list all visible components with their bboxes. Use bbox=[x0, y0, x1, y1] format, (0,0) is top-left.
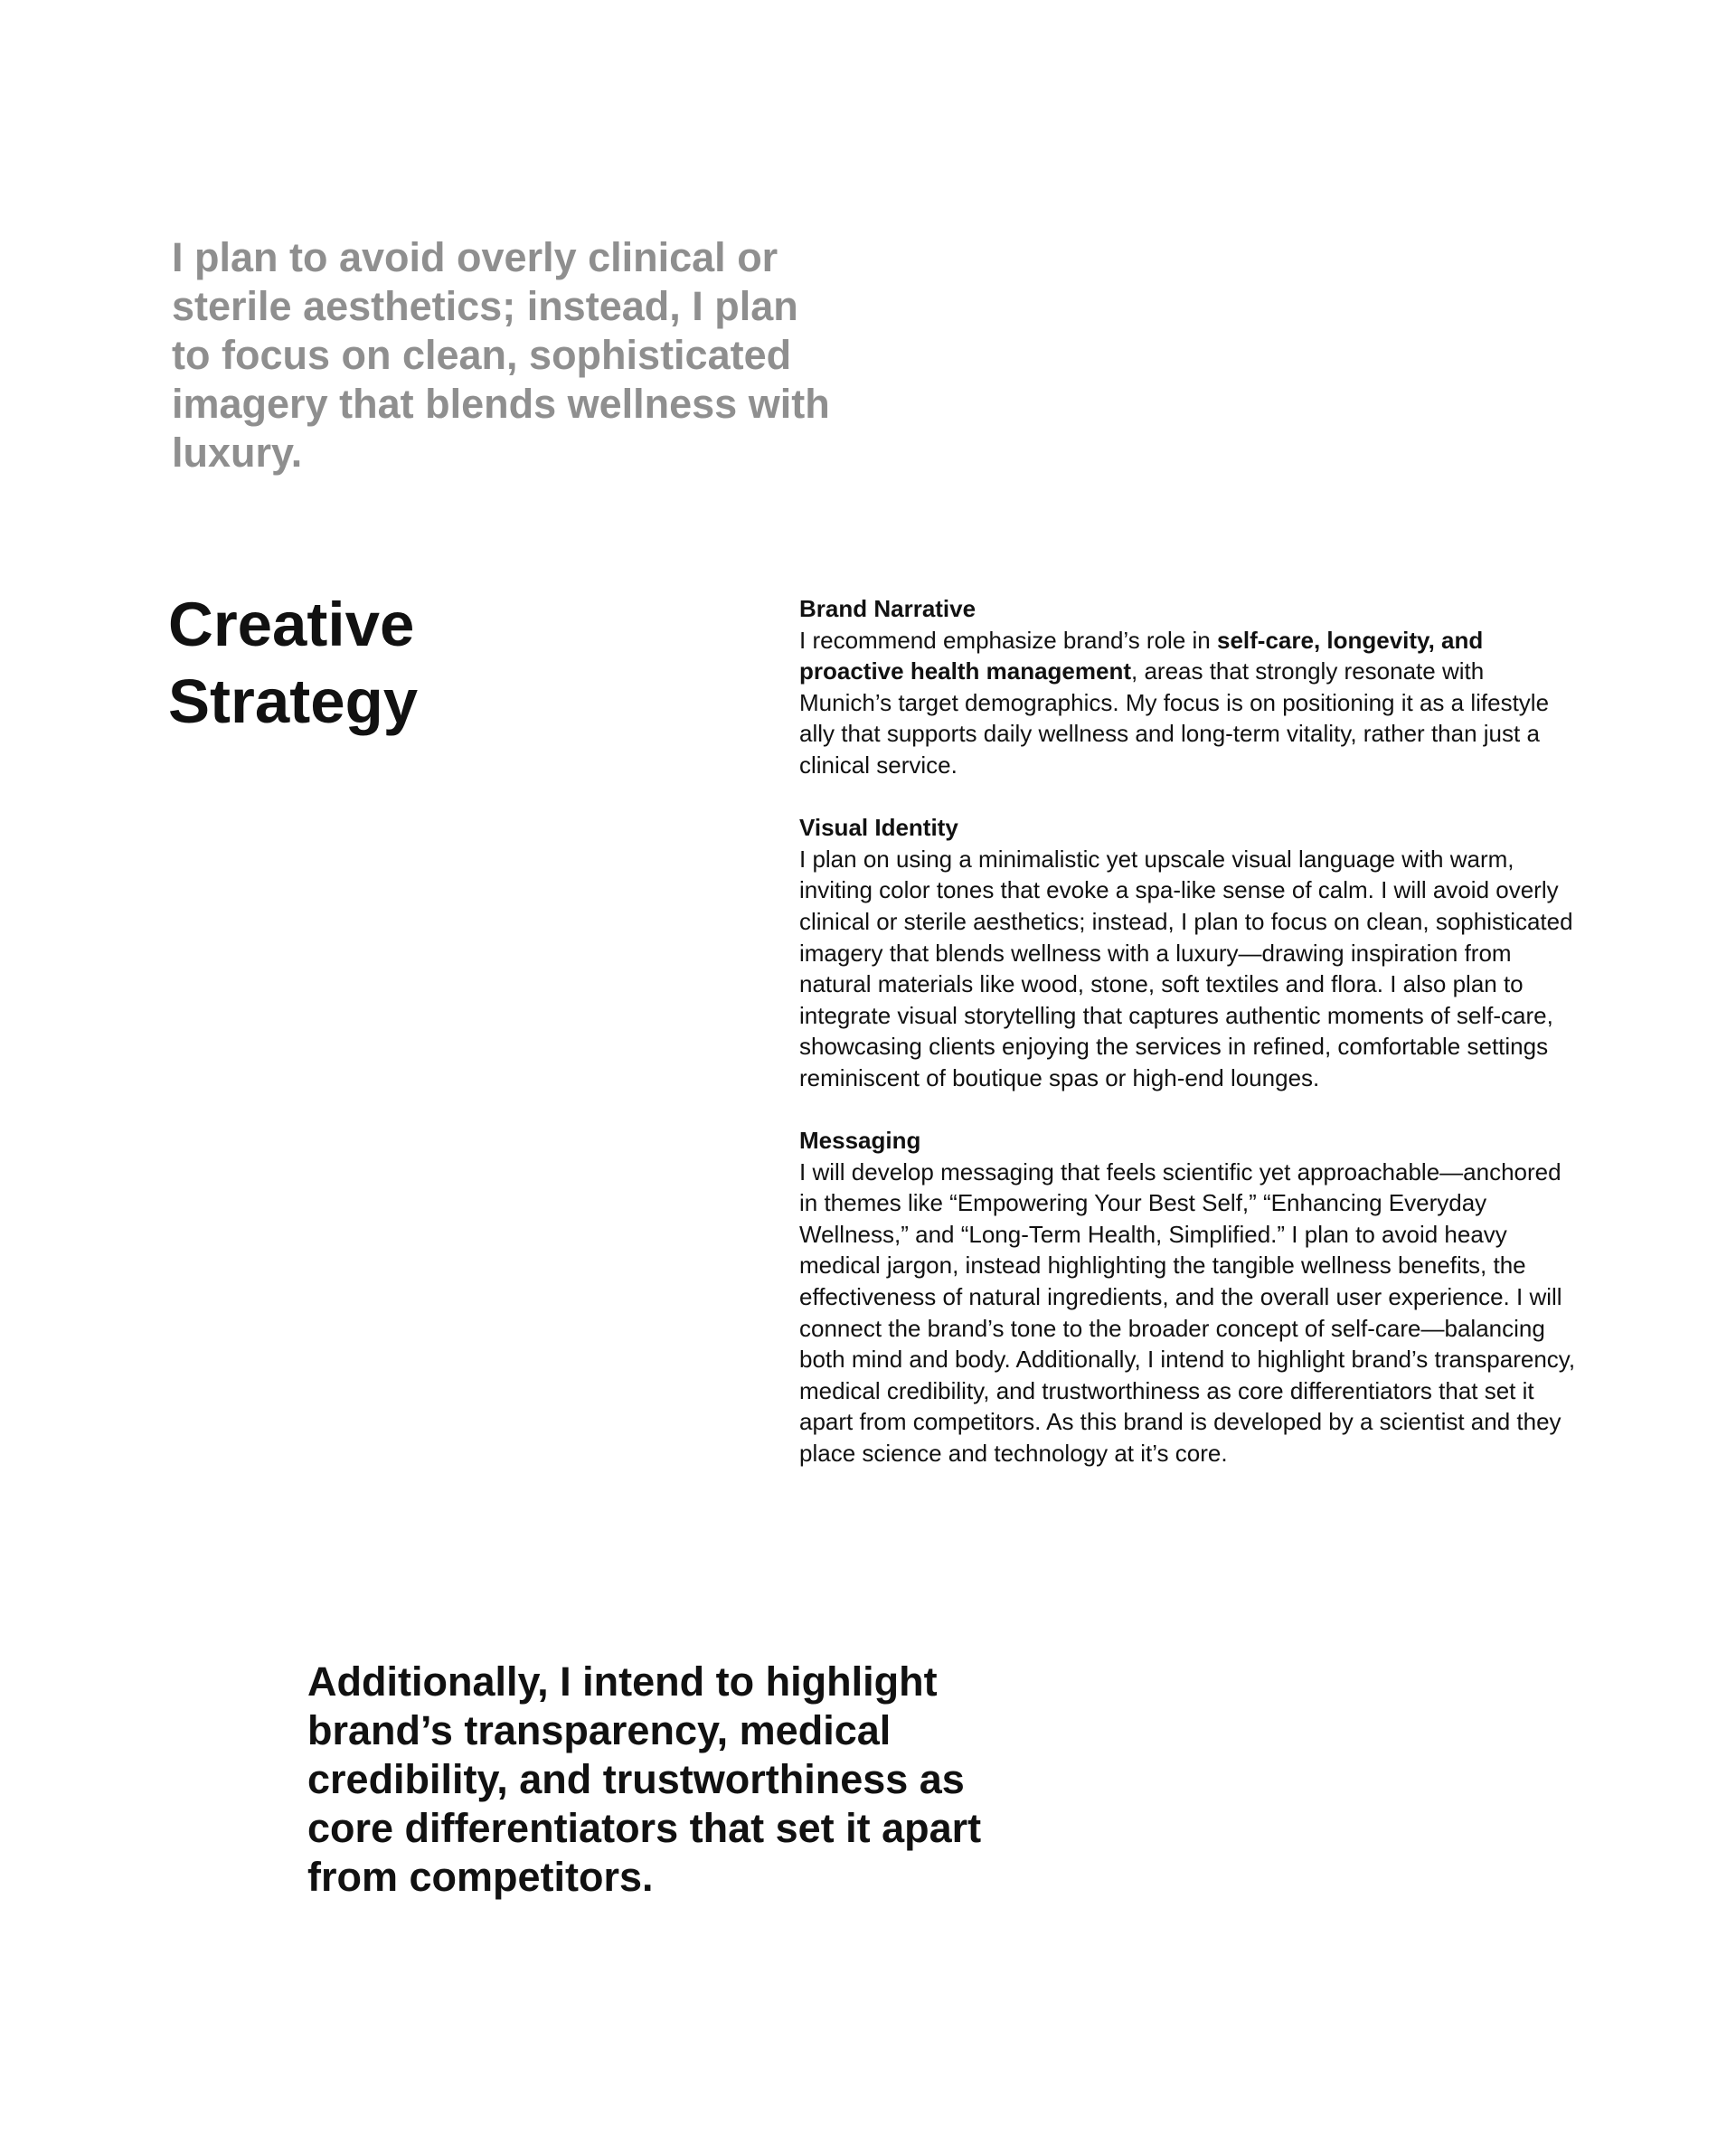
section-title-line-2: Strategy bbox=[168, 666, 419, 736]
section-title-line-1: Creative bbox=[168, 590, 415, 659]
visual-identity-heading: Visual Identity bbox=[799, 814, 958, 842]
visual-identity-text: I plan on using a minimalistic yet upscale visual language with warm, inviting color tones that evoke a spa-like sense of calm. I will avoid overly clinical or sterile aesthetics; instead, I plan to focus on clean, sophisticated imagery that blends wellness with a luxury—drawing inspiration from natural materials like wood, stone, soft textiles and flora. I also plan to integrate visual storytelling that captures authentic moments of self-care, showcasing clients enjoying the services in refined, comfortable settings reminiscent of boutique spas or high-end lounges. bbox=[799, 845, 1573, 1091]
messaging-heading: Messaging bbox=[799, 1127, 921, 1155]
pull-quote-bottom: Additionally, I intend to highlight brand’s transparency, medical credibility, and trustworthiness as core differentiators that set it apart from competitors. bbox=[307, 1658, 982, 1900]
body-column bbox=[799, 593, 1577, 1500]
brand-narrative-emphasis: self-care, longevity, and proactive health management bbox=[799, 626, 1484, 685]
brand-narrative-section bbox=[799, 593, 1577, 781]
brand-narrative-heading: Brand Narrative bbox=[799, 595, 976, 622]
brand-narrative-text-end: , areas that strongly resonate with Munich’s target demographics. My focus is on positioning it as a lifestyle ally that supports daily wellness and long-term vitality, rather than just a clinical service. bbox=[799, 657, 1550, 779]
messaging-section bbox=[799, 1125, 1577, 1469]
brand-narrative-text-start: I recommend emphasize brand’s role in bbox=[799, 626, 1217, 654]
pull-quote-top: I plan to avoid overly clinical or sterile aesthetics; instead, I plan to focus on clean, sophisticated imagery that blends wellness with luxury. bbox=[172, 234, 830, 476]
visual-identity-section bbox=[799, 812, 1577, 1093]
messaging-text: I will develop messaging that feels scientific yet approachable—anchored in themes like “Empowering Your Best Self,” “Enhancing Everyday Wellness,” and “Long-Term Health, Simplified.” I plan to avoid heavy medical jargon, instead highlighting the tangible wellness benefits, the effectiveness of natural ingredients, and the overall user experience. I will connect the brand’s tone to the broader concept of self-care—balancing both mind and body. Additionally, I intend to highlight brand’s transparency, medical credibility, and trustworthiness as core differentiators that set it apart from competitors. As this brand is developed by a scientist and they place science and technology at it’s core. bbox=[799, 1157, 1576, 1468]
section-title bbox=[168, 586, 620, 740]
brand-narrative-text bbox=[799, 625, 1577, 781]
